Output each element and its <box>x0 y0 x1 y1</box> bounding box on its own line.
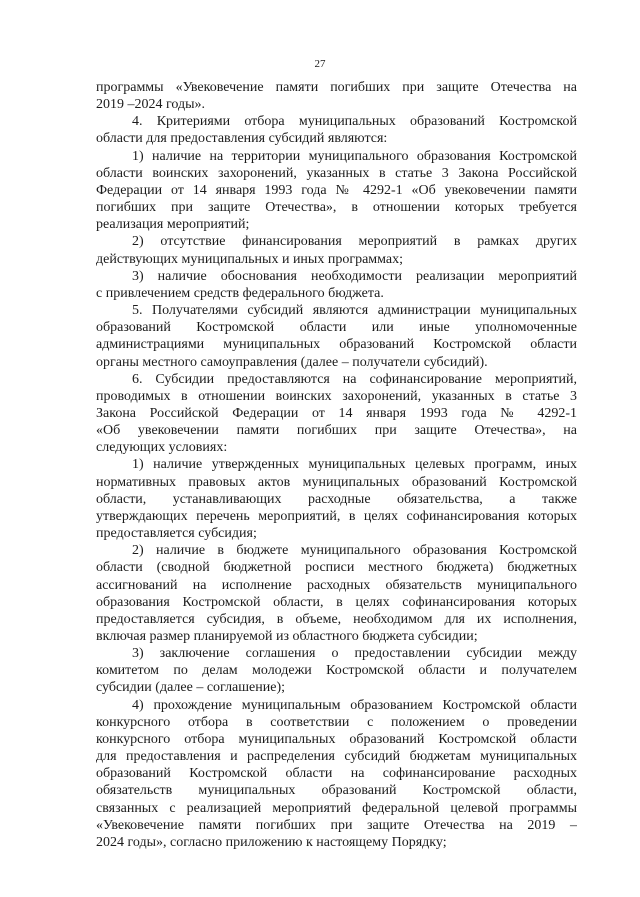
text-line: конкурсного отбора муниципальных образований Костромской области <box>96 731 577 747</box>
paragraph-start-line: 2) наличие в бюджете муниципального образования Костромской <box>132 543 577 559</box>
paragraph-start-line: 4) прохождение муниципальным образованием Костромской области <box>132 697 577 713</box>
paragraph-start-line: 2) отсутствие финансирования мероприятий в рамках других <box>132 234 577 250</box>
text-line: 2024 годы», согласно приложению к настоящему Порядку; <box>96 834 447 850</box>
text-line: образования Костромской области, в целях софинансирования которых <box>96 594 577 610</box>
text-line: «Об увековечении памяти погибших при защите Отечества», на <box>96 423 577 439</box>
text-line: ассигнований на исполнение расходных обязательств муниципального <box>96 577 577 593</box>
text-line: для предоставления и распределения субсидий бюджетам муниципальных <box>96 749 577 765</box>
text-line: администрациями муниципальных образований Костромской области <box>96 337 577 353</box>
text-line: следующих условиях: <box>96 440 228 456</box>
text-line: предоставляется субсидия, в объеме, необходимом для их исполнения, <box>96 611 577 627</box>
text-line: конкурсного отбора в соответствии с положением о проведении <box>96 714 577 730</box>
paragraph-start-line: 3) заключение соглашения о предоставлении субсидии между <box>132 646 577 662</box>
text-line: обязательств муниципальных образований Костромской области, <box>96 783 577 799</box>
text-line: включая размер планируемой из областного бюджета субсидии; <box>96 629 478 644</box>
text-line: реализация мероприятий; <box>96 217 250 233</box>
text-line: «Увековечение памяти погибших при защите Отечества на 2019 – <box>96 817 577 833</box>
paragraph-start-line: 1) наличие утвержденных муниципальных целевых программ, иных <box>132 457 577 473</box>
paragraph-start-line: 6. Субсидии предоставляются на софинансирование мероприятий, <box>132 371 577 387</box>
paragraph-start-line: 1) наличие на территории муниципального образования Костромской <box>132 148 577 164</box>
text-line: связанных с реализацией мероприятий федеральной целевой программы <box>96 800 577 816</box>
text-line: Закона Российской Федерации от 14 января 1993 года № 4292-1 <box>96 405 577 421</box>
paragraph-start-line: 3) наличие обоснования необходимости реализации мероприятий <box>132 268 577 284</box>
text-line: утверждающих перечень мероприятий, в целях софинансирования которых <box>96 508 577 524</box>
text-line: Федерации от 14 января 1993 года № 4292-1 «Об увековечении памяти <box>96 182 577 198</box>
text-line: проводимых в отношении воинских захоронений, указанных в статье 3 <box>96 388 577 404</box>
text-line: области, устанавливающих расходные обязательства, а также <box>96 491 577 507</box>
text-line: образований Костромской области на софинансирование расходных <box>96 766 577 782</box>
text-line: погибших при защите Отечества», в отношении которых требуется <box>96 200 577 216</box>
document-body <box>96 79 577 851</box>
page-number: 27 <box>314 58 326 70</box>
text-line: области для предоставления субсидий являются: <box>96 131 388 147</box>
paragraph-start-line: 5. Получателями субсидий являются администрации муниципальных <box>132 303 577 319</box>
text-line: области (сводной бюджетной росписи местного бюджета) бюджетных <box>96 560 577 576</box>
text-line: комитетом по делам молодежи Костромской области и получателем <box>96 663 577 679</box>
text-line: области воинских захоронений, указанных в статье 3 Закона Российской <box>96 165 577 181</box>
text-line: 2019 –2024 годы». <box>96 97 206 113</box>
text-line: программы «Увековечение памяти погибших при защите Отечества на <box>96 80 577 95</box>
text-line: нормативных правовых актов муниципальных образований Костромской <box>96 474 577 490</box>
text-line: органы местного самоуправления (далее – получатели субсидий). <box>96 354 488 370</box>
paragraph-start-line: 4. Критериями отбора муниципальных образований Костромской <box>132 114 577 130</box>
text-line: субсидии (далее – соглашение); <box>96 680 286 696</box>
text-line: действующих муниципальных и иных программах; <box>96 251 404 267</box>
text-line: предоставляется субсидия; <box>96 526 257 542</box>
text-line: образований Костромской области или иные уполномоченные <box>96 320 577 336</box>
text-line: с привлечением средств федерального бюджета. <box>96 285 384 301</box>
